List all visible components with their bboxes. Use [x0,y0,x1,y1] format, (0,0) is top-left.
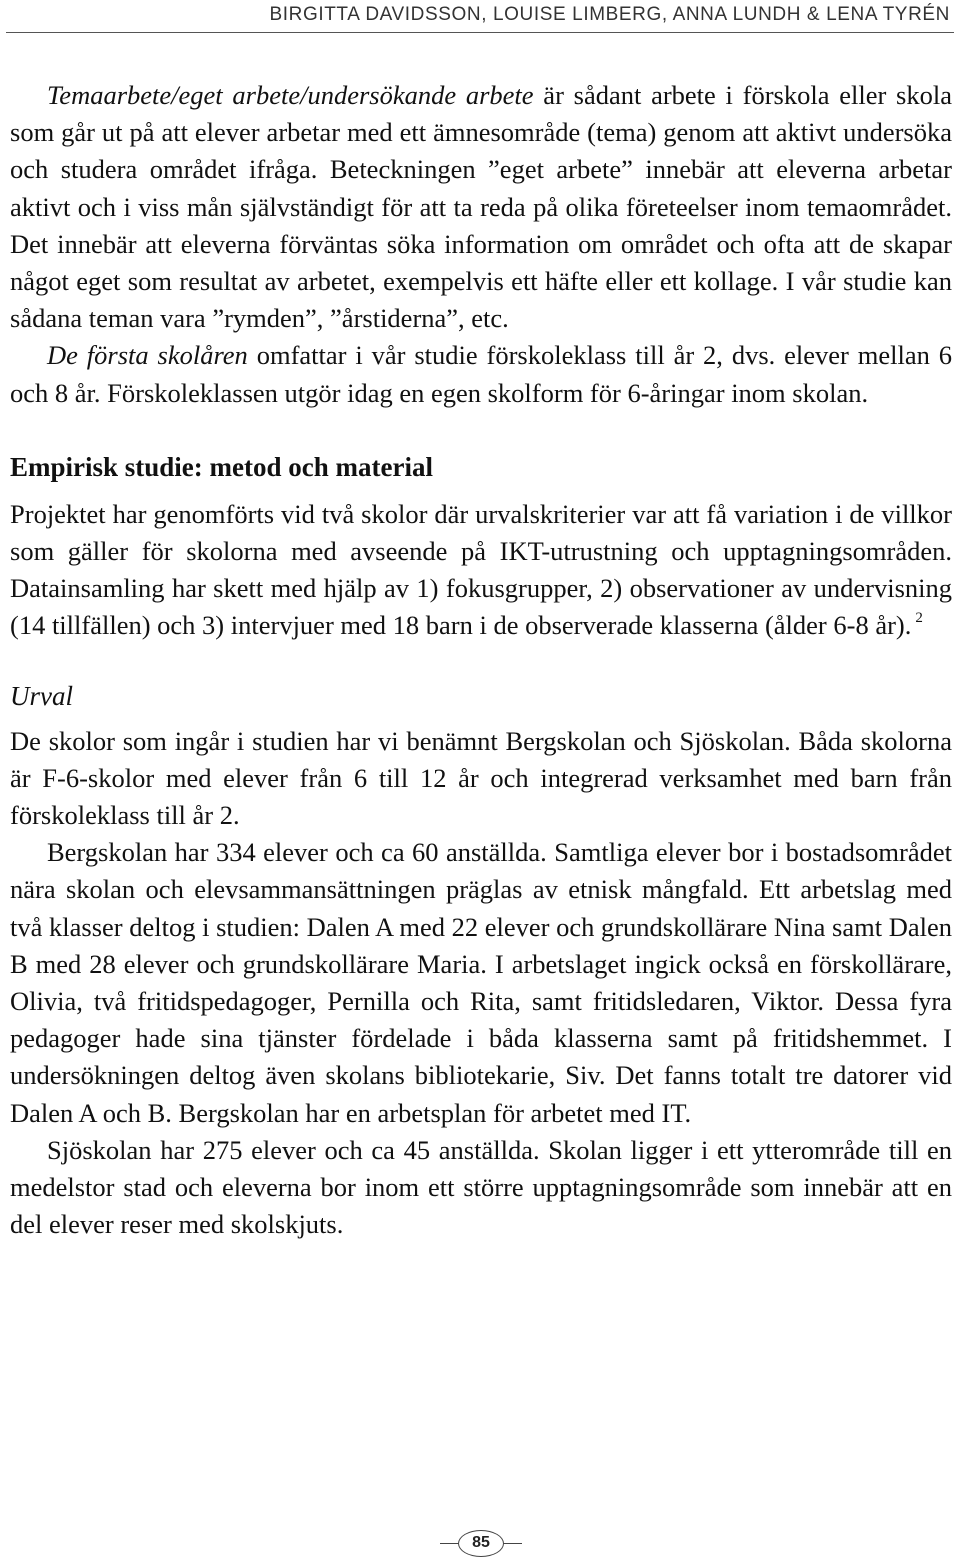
definition-term: Temaarbete/eget arbete/undersökande arbete [47,80,534,110]
page-body [10,77,952,1243]
footnote-ref: 2 [915,610,923,627]
subsection-heading: Urval [10,680,73,711]
definition-first-school-years [10,337,952,411]
header-rule [6,32,954,33]
urval-paragraph: De skolor som ingår i studien har vi benämnt Bergskolan och Sjöskolan. Båda skolorna är F-6-skolor med elever från 6 till 12 år och integrerad verksamhet med barn från förskoleklass till år 2. [10,725,952,831]
method-text: Projektet har genomförts vid två skolor där urvalskriterier var att få variation i de villkor som gäller för skolorna med avseende på IKT-utrustning och upptagningsområden. Datainsamling har skett med hjälp av 1) fokusgrupper, 2) observationer av undervisning (14 tillfällen) och 3) intervjuer med 18 barn i de observerade klasserna (ålder 6-8 år). [10,498,952,641]
sjoskolan-paragraph: Sjöskolan har 275 elever och ca 45 anställda. Skolan ligger i ett ytterområde till en medelstor stad och eleverna bor inom ett större upptagningsområde som innebär att en del elever reser med skolskjuts. [10,1134,952,1240]
definition-theme-work [10,77,952,337]
running-head: BIRGITTA DAVIDSSON, LOUISE LIMBERG, ANNA LUNDH & LENA TYRÉN [269,4,950,25]
page-number [440,1530,522,1558]
section-heading: Empirisk studie: metod och material [10,451,433,482]
definition-text: omfattar i vår studie förskoleklass till år 2, dvs. elever mellan 6 och 8 år. Förskoleklassen utgör idag en egen skolform för 6-åringar inom skolan. [10,340,953,408]
definition-text: är sådant arbete i förskola eller skola som går ut på att elever arbetar med ett ämnesområde (tema) genom att aktivt undersöka och studera området ifråga. Beteckningen ”eget arbete” innebär att eleverna arbetar aktivt och i viss mån självständigt för att ta reda på olika företeelser inom temaområdet. Det innebär att eleverna förväntas söka information om området och ofta att de skapar något eget som resultat av arbetet, exempelvis ett häfte eller ett kollage. I vår studie kan sådana teman vara ”rymden”, ”årstiderna”, etc. [10,80,952,334]
method-paragraph [10,496,952,645]
bergskolan-paragraph: Bergskolan har 334 elever och ca 60 anställda. Samtliga elever bor i bostadsområdet nära skolan och elevsammansättningen präglas av etnisk mångfald. Ett arbetslag med två klasser deltog i studien: Dalen A med 22 elever och grundskollärare Nina samt Dalen B med 28 elever och grundskollärare Maria. I arbetslaget ingick också en förskollärare, Olivia, två fritidspedagoger, Pernilla och Rita, samt fritidsledaren, Viktor. Dessa fyra pedagoger hade sina tjänster fördelade i båda klasserna samt på fritidshemmet. I undersökningen deltog även skolans bibliotekarie, Siv. Det fanns totalt tre datorer vid Dalen A och B. Bergskolan har en arbetsplan för arbetet med IT. [10,837,952,1128]
page-number-badge: 85 [458,1530,504,1557]
definition-term: De första skolåren [47,340,248,371]
